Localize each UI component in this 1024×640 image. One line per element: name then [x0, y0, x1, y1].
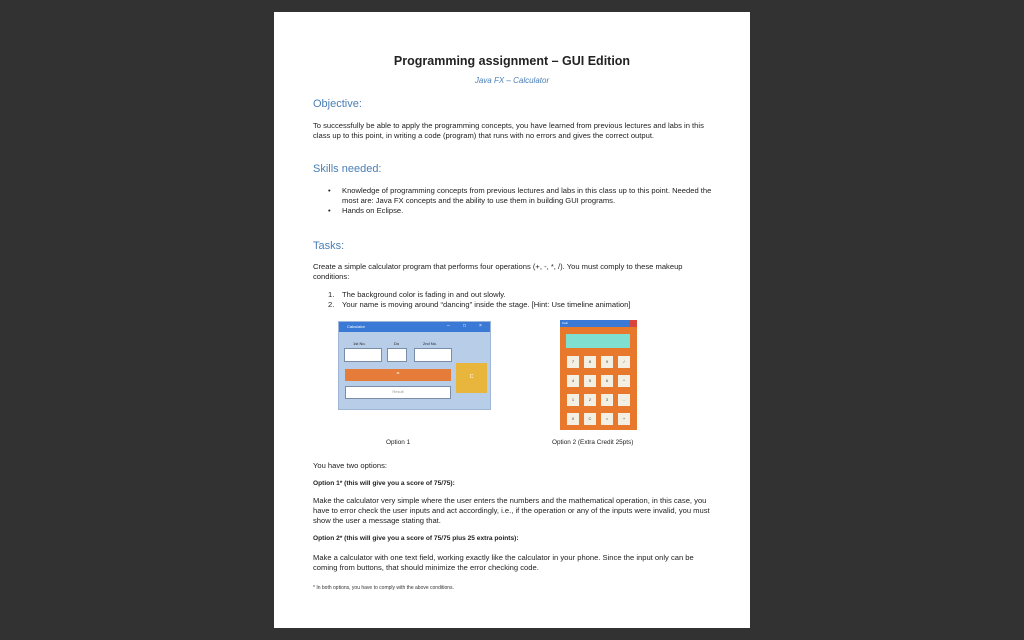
result-field [345, 386, 451, 399]
condition-text: Your name is moving around “dancing” inside the stage. [Hint: Use timeline animation] [342, 300, 631, 309]
calculator-key: 3 [601, 394, 613, 406]
calculator-key: * [618, 375, 630, 387]
objective-heading: Objective: [313, 98, 362, 110]
option2-window-title: Calc [562, 321, 569, 325]
option2-text: Make a calculator with one text field, working exactly like the calculator in your phone. Since the input only can be coming from buttons, that should minimize the error checking code. [313, 553, 694, 572]
first-number-label: 1st No. [353, 341, 366, 346]
option1-caption: Option 1 [386, 439, 411, 446]
calculator-key: 2 [584, 394, 596, 406]
calculator-key: / [618, 356, 630, 368]
calculator-key: 0 [567, 413, 579, 425]
result-placeholder: Result [392, 389, 404, 394]
document-page [274, 12, 750, 628]
option1-calculator-image [338, 321, 491, 410]
calculator-display [566, 334, 630, 348]
calculator-key: + [618, 413, 630, 425]
close-icon [630, 320, 637, 327]
condition-item [328, 290, 723, 300]
two-options-text: You have two options: [313, 461, 388, 470]
option2-titlebar [560, 320, 637, 327]
minimize-icon: – [447, 323, 450, 329]
condition-text: The background color is fading in and out slowly. [342, 290, 506, 299]
calculator-key: 9 [601, 356, 613, 368]
option1-window-title: Calculator [347, 324, 366, 329]
condition-item [328, 300, 723, 310]
operation-label: Do [394, 341, 400, 346]
conditions-list [328, 290, 723, 310]
calculator-key: = [601, 413, 613, 425]
calculator-key: C [584, 413, 596, 425]
second-number-field [414, 348, 452, 362]
skill-item: • Knowledge of programming concepts from previous lectures and labs in this class up to this point. Needed the most are: Java FX concepts and the ability to use them in building GUI programs. [328, 186, 723, 206]
calculator-key: 8 [584, 356, 596, 368]
condition-number: 2. [328, 300, 335, 309]
calculator-key: 5 [584, 375, 596, 387]
option2-caption: Option 2 (Extra Credit 25pts) [552, 439, 634, 446]
maximize-icon: □ [463, 323, 467, 329]
tasks-text: Create a simple calculator program that performs four operations (+, -, *, /). You must comply to these makeup conditions: [313, 262, 683, 281]
option1-text: Make the calculator very simple where the user enters the numbers and the mathematical operation, in this case, you have to error check the user inputs and act accordingly, i.e., if the operation or any of the inputs were invalid, you must show the user a message stating that. [313, 496, 710, 525]
calculator-key: 7 [567, 356, 579, 368]
calculator-key: 6 [601, 375, 613, 387]
footnote: * In both options, you have to comply with the above conditions. [313, 585, 454, 591]
skills-heading: Skills needed: [313, 163, 382, 175]
first-number-field [344, 348, 382, 362]
document-title: Programming assignment – GUI Edition [393, 54, 631, 68]
skills-list [328, 186, 723, 216]
option1-titlebar [339, 322, 490, 332]
calculator-key: 1 [567, 394, 579, 406]
document-subtitle: Java FX – Calculator [474, 76, 550, 85]
option1-heading: Option 1* (this will give you a score of 75/75): [313, 480, 455, 487]
option2-calculator-image [560, 320, 637, 430]
tasks-heading: Tasks: [313, 240, 345, 252]
equals-button [345, 369, 451, 381]
second-number-label: 2nd No. [423, 341, 438, 346]
clear-label: C [469, 374, 474, 380]
close-icon: × [479, 323, 482, 329]
clear-button [456, 363, 487, 393]
operation-field [387, 348, 407, 362]
skill-item: • Hands on Eclipse. [328, 206, 723, 216]
condition-number: 1. [328, 290, 335, 299]
calculator-key: 4 [567, 375, 579, 387]
calculator-key: - [618, 394, 630, 406]
equals-label: = [396, 371, 400, 377]
objective-text: To successfully be able to apply the programming concepts, you have learned from previous lectures and labs in this class up to this point, in writing a code (program) that runs with no errors and gives the correct output. [313, 121, 704, 140]
option2-heading: Option 2* (this will give you a score of 75/75 plus 25 extra points): [313, 535, 519, 542]
